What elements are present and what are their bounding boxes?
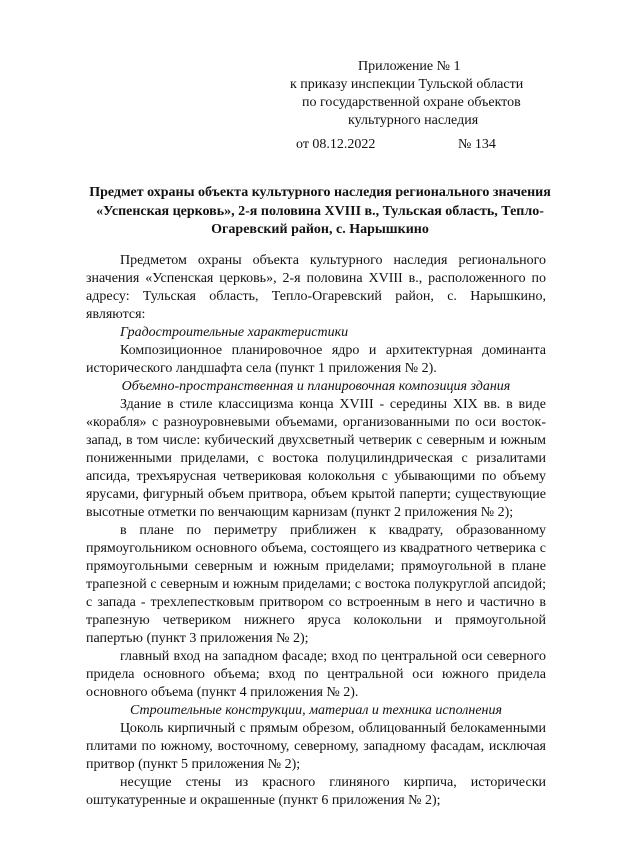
order-date: от 08.12.2022 xyxy=(296,137,376,152)
order-number: № 134 xyxy=(458,137,496,152)
appendix-line-3: по государственной охране объектов xyxy=(302,95,521,110)
appendix-line-4: культурного наследия xyxy=(348,113,479,128)
paragraph: в плане по периметру приближен к квадрату, образованному прямоугольником основного объема, состоящего из квадратного четверика с прямоугольными северным и южным приделами; прямоугольной в плане трапезной с северным и южным приделами; с востока полукруглой апсидой; с запада - трехлепестковым притвором со встроенным в него и частично в трапезную четвериком нижнего яруса колокольни и прямоугольной папертью (пункт 3 приложения № 2); xyxy=(86,523,546,646)
paragraph: Здание в стиле классицизма конца XVIII - середины XIX вв. в виде «корабля» с разноуровневыми объемами, организованными по оси восток-запад, в том числе: кубический двухсветный четверик с северным и южным пониженными приделами, с востока полуцилиндрическая с ризалитами апсида, трехъярусная четвериковая колокольня с убывающими по объему ярусами, фигурный объем притвора, объем крытой паперти; существующие высотные отметки по венчающим карнизам (пункт 2 приложения № 2); xyxy=(86,397,546,520)
section-heading: Градостроительные характеристики xyxy=(120,325,349,340)
paragraph: несущие стены из красного глиняного кирпича, исторически оштукатуренные и окрашенные (пункт 6 приложения № 2); xyxy=(86,775,546,808)
intro-paragraph: Предметом охраны объекта культурного наследия регионального значения «Успенская церковь», 2-я половина XVIII в., расположенного по адресу: Тульская область, Тепло-Огаревский район, с. Нарышкино, являются: xyxy=(86,253,546,322)
appendix-line-1: Приложение № 1 xyxy=(358,59,461,74)
paragraph: главный вход на западном фасаде; вход по центральной оси северного придела основного объема; вход по центральной оси южного придела основного объема (пункт 4 приложения № 2). xyxy=(86,649,546,700)
appendix-line-2: к приказу инспекции Тульской области xyxy=(290,77,524,92)
paragraph: Композиционное планировочное ядро и архитектурная доминанта исторического ландшафта села (пункт 1 приложения № 2). xyxy=(86,343,546,376)
section-heading: Строительные конструкции, материал и техника исполнения xyxy=(129,703,503,718)
section-heading: Объемно-пространственная и планировочная композиция здания xyxy=(121,379,511,394)
document-title: Предмет охраны объекта культурного наследия регионального значения «Успенская церковь», 2-я половина XVIII в., Тульская область, Тепло-Огаревский район, с. Нарышкино xyxy=(89,185,551,237)
document-body xyxy=(86,252,546,810)
paragraph: Цоколь кирпичный с прямым обрезом, облицованный белокаменными плитами по южному, восточному, северному, западному фасадам, исключая притвор (пункт 5 приложения № 2); xyxy=(86,721,546,772)
